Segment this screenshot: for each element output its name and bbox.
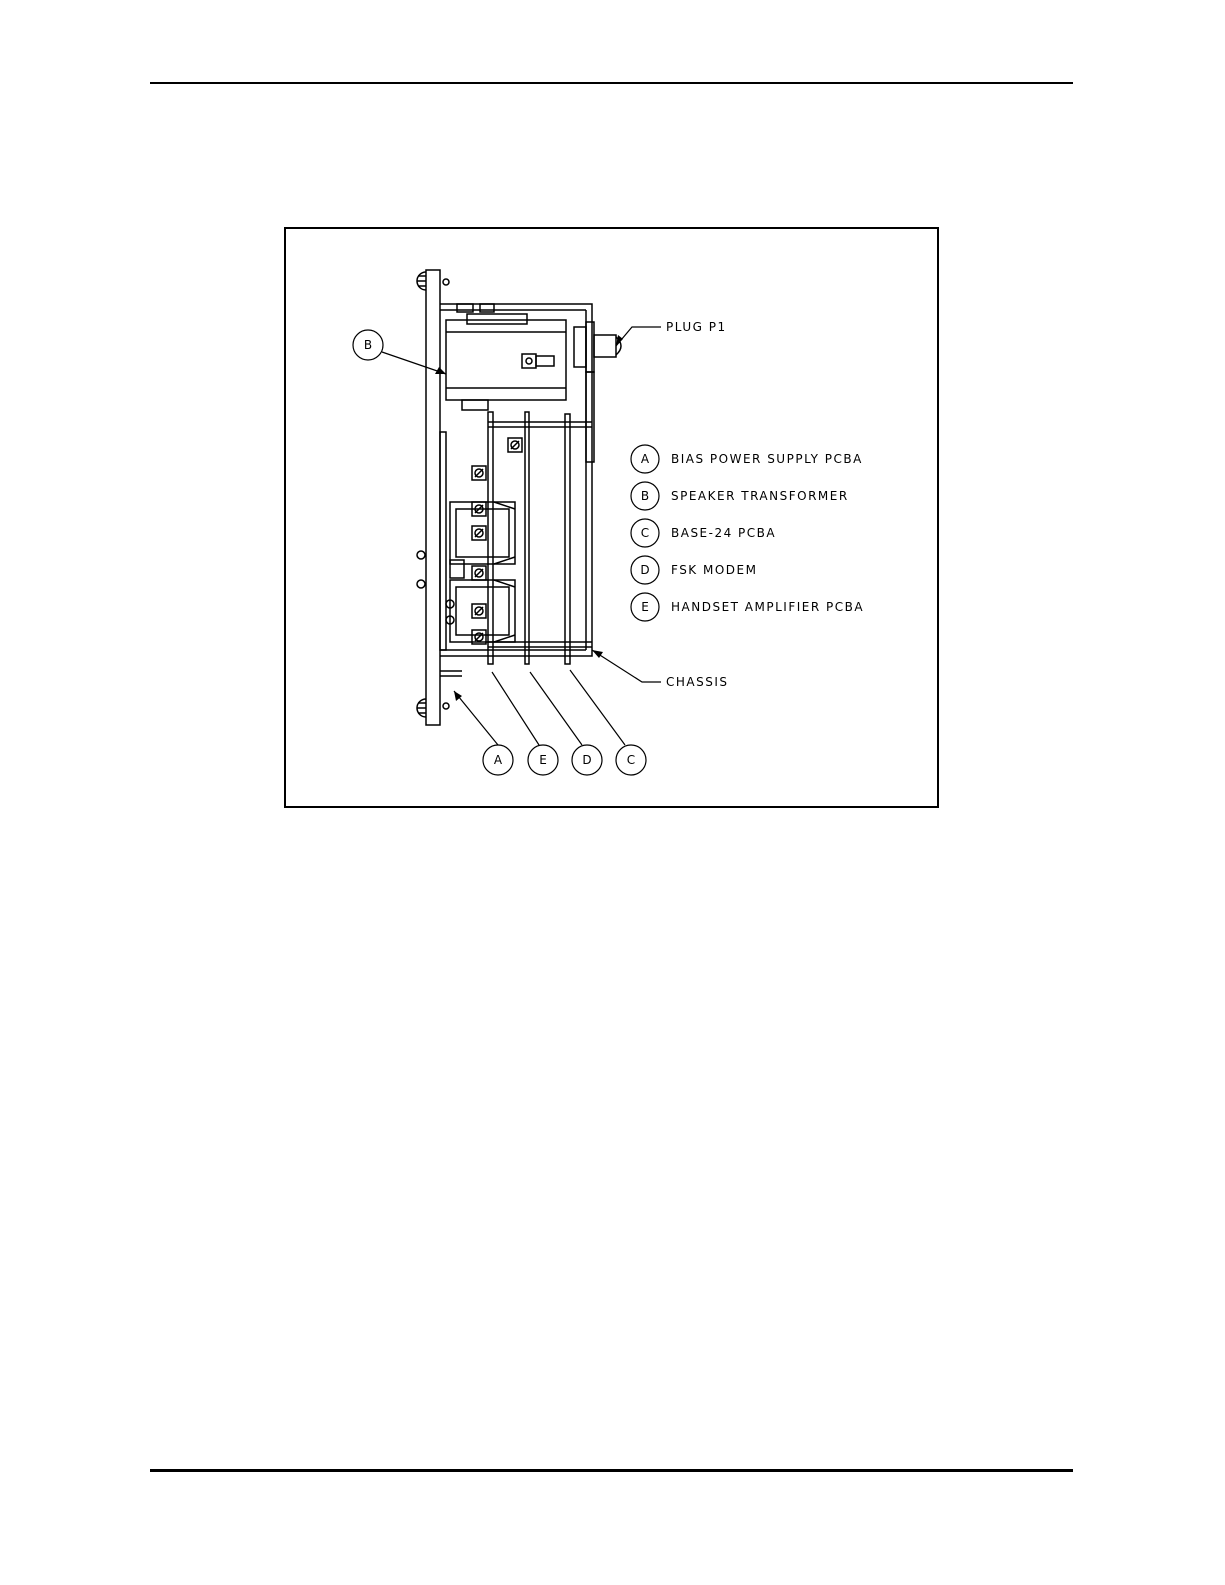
- bottom-callout-e: E: [539, 753, 547, 767]
- board-c: [565, 414, 570, 664]
- legend-text-e: HANDSET AMPLIFIER PCBA: [671, 600, 865, 614]
- board-d: [525, 412, 529, 664]
- chassis-outline: [440, 304, 592, 656]
- assembly-drawing: [417, 270, 621, 725]
- plug-p1-label: PLUG P1: [666, 320, 727, 334]
- legend-text-c: BASE-24 PCBA: [671, 526, 777, 540]
- chassis-label: CHASSIS: [666, 675, 729, 689]
- legend-letter-c: C: [640, 526, 650, 540]
- board-a: [440, 432, 446, 650]
- bottom-callout-d: D: [582, 753, 592, 767]
- legend-letter-e: E: [641, 600, 649, 614]
- figure-frame: [284, 227, 939, 808]
- footer-rule: [150, 1469, 1073, 1472]
- callout-b-side-letter: B: [363, 338, 373, 352]
- legend-letter-a: A: [640, 452, 650, 466]
- legend-text-b: SPEAKER TRANSFORMER: [671, 489, 849, 503]
- legend-letter-b: B: [640, 489, 650, 503]
- bottom-callout-a: A: [493, 753, 503, 767]
- legend-text-d: FSK MODEM: [671, 563, 758, 577]
- board-e: [488, 412, 493, 664]
- legend: [631, 445, 864, 621]
- assembly-side-view-diagram: [286, 229, 937, 806]
- header-rule: [150, 82, 1073, 84]
- panel-screw-2: [417, 580, 425, 588]
- panel-knob-top: [417, 272, 426, 290]
- bottom-callout-c: C: [626, 753, 636, 767]
- legend-letter-d: D: [640, 563, 650, 577]
- panel-knob-bottom: [417, 699, 426, 717]
- plug-p1: [574, 327, 586, 367]
- legend-text-a: BIAS POWER SUPPLY PCBA: [671, 452, 863, 466]
- leader-lines: [382, 327, 661, 745]
- panel-screw-1: [417, 551, 425, 559]
- front-panel: [426, 270, 440, 725]
- bottom-callout-circles: [483, 745, 646, 775]
